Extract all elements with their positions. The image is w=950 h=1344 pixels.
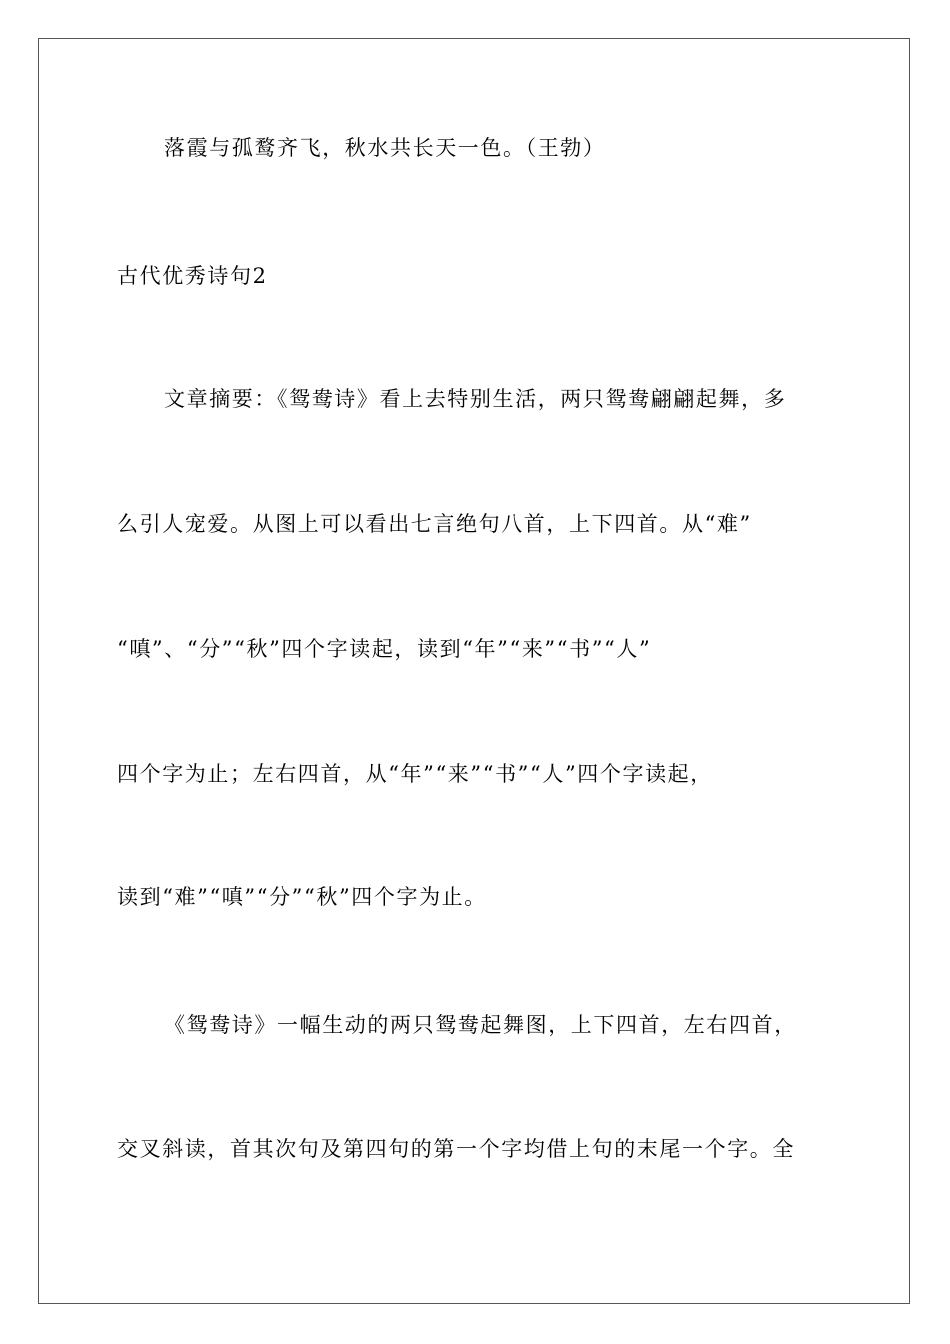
paragraph-line: 交叉斜读，首其次句及第四句的第一个字均借上句的末尾一个字。全 xyxy=(117,1137,795,1161)
paragraph-line: 文章摘要：《鸳鸯诗》看上去特别生活，两只鸳鸯翩翩起舞，多 xyxy=(164,387,787,411)
paragraph-line: 四个字为止；左右四首，从“年”“来”“书”“人”四个字读起， xyxy=(117,762,713,786)
paragraph-line: 么引人宠爱。从图上可以看出七言绝句八首，上下四首。从“难” xyxy=(117,512,752,536)
verse-line: 落霞与孤鹜齐飞，秋水共长天一色。（王勃） xyxy=(164,136,606,160)
page-border xyxy=(38,38,910,1304)
paragraph-line: 《鸳鸯诗》一幅生动的两只鸳鸯起舞图，上下四首，左右四首， xyxy=(164,1013,797,1037)
section-heading: 古代优秀诗句2 xyxy=(117,264,268,288)
paragraph-line: “嗔”、“分”“秋”四个字读起，读到“年”“来”“书”“人” xyxy=(117,637,652,661)
paragraph-line: 读到“难”“嗔”“分”“秋”四个字为止。 xyxy=(117,885,487,909)
